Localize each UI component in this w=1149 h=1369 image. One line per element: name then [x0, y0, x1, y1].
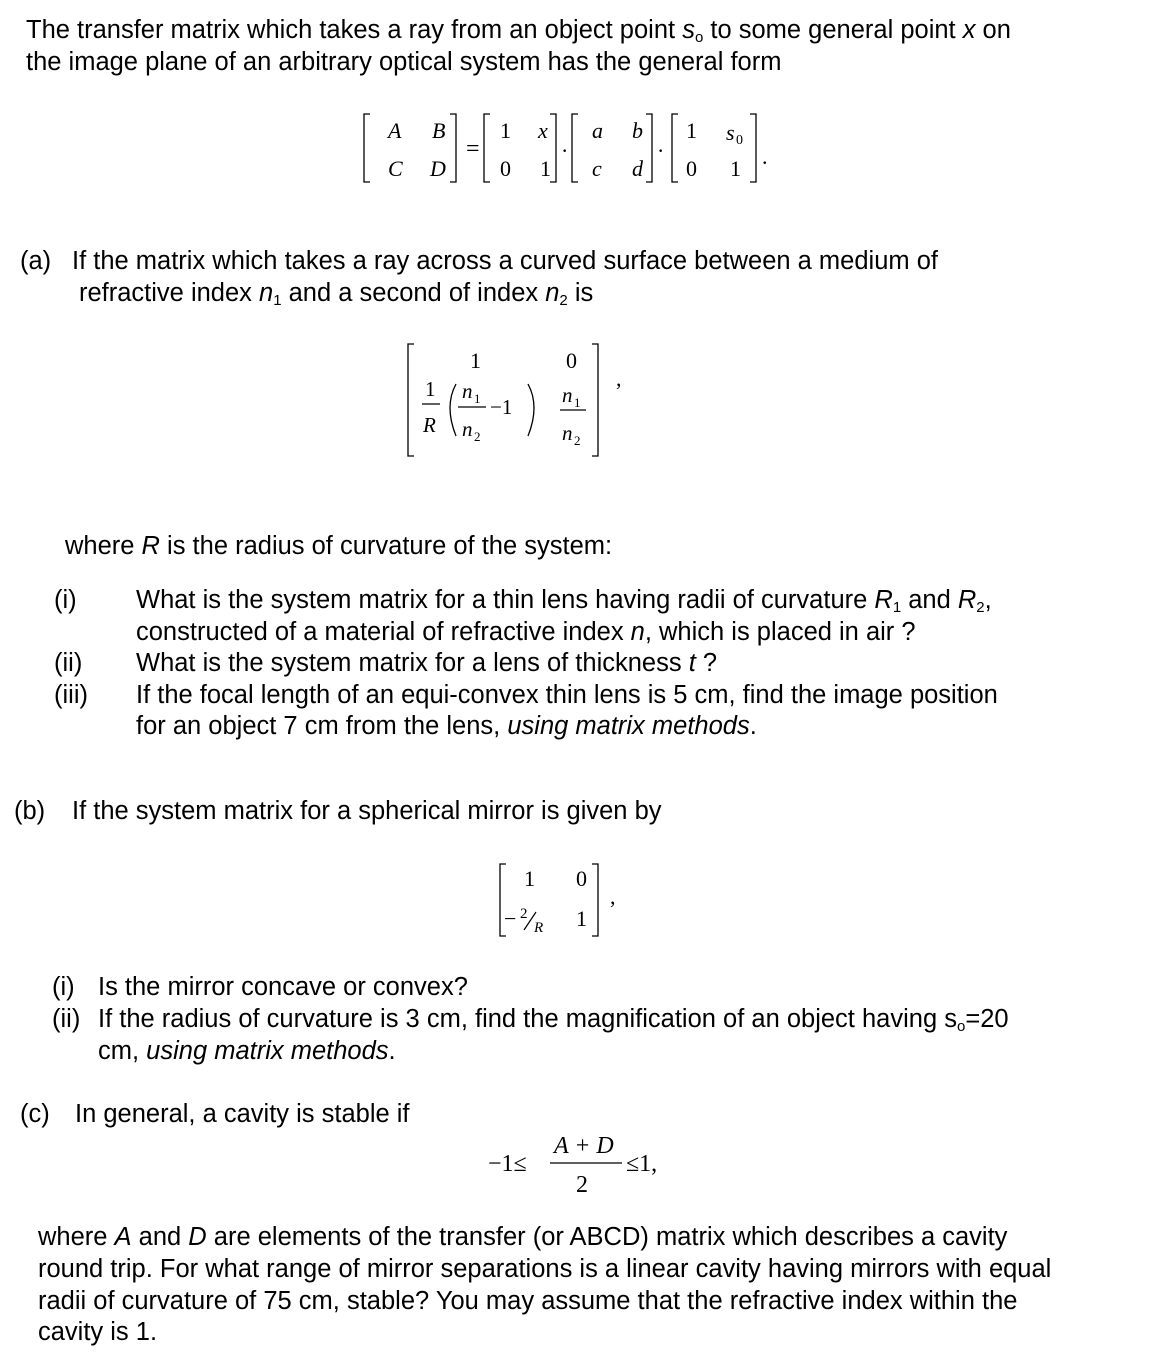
part-a-text: is: [567, 279, 594, 307]
x-var: x: [962, 16, 976, 44]
eq1-period: .: [762, 144, 768, 169]
m1-a: A: [388, 118, 402, 143]
item-b-i-label: (i): [52, 973, 75, 1001]
stab-num: A + D: [554, 1133, 614, 1159]
part-b-line: If the system matrix for a spherical mirror is given by: [72, 797, 662, 825]
equation-mirror-matrix: [496, 860, 636, 940]
dot-2: ·: [657, 138, 665, 163]
item-text: , which is placed in air ?: [644, 618, 916, 646]
m1-b: B: [432, 118, 446, 143]
refr-R: R: [423, 413, 436, 437]
item-text: constructed of a material of refractive index: [136, 618, 631, 646]
intro-text: to some general point: [703, 16, 963, 44]
m2-21: 0: [500, 156, 511, 181]
refr-22-n2-sub: 2: [574, 433, 581, 448]
item-text: .: [388, 1037, 396, 1065]
m2-11: 1: [500, 118, 511, 143]
part-a-label: (a): [20, 247, 52, 275]
item-a-i-label: (i): [54, 586, 77, 614]
item-text: What is the system matrix for a lens of thickness: [136, 649, 689, 677]
R1-var: R: [874, 586, 893, 614]
m4-21: 0: [686, 156, 697, 181]
refr-n2: n: [462, 417, 473, 441]
item-text: for an object 7 cm from the lens,: [136, 712, 508, 740]
item-b-ii-label: (ii): [52, 1005, 81, 1033]
item-a-ii-label: (ii): [54, 649, 83, 677]
equation-stability: [488, 1128, 688, 1198]
item-text: and: [901, 586, 958, 614]
refr-comma: ,: [616, 366, 622, 391]
stab-left: −1≤: [488, 1151, 527, 1177]
dot-1: ·: [561, 138, 569, 163]
item-a-i-line-2: [136, 616, 916, 648]
where-text: where: [65, 532, 142, 560]
item-text: If the radius of curvature is 3 cm, find the magnification of an object having s: [98, 1005, 957, 1033]
s-var: s: [682, 16, 695, 44]
refr-22-n1: n: [562, 383, 573, 407]
refr-n1-sub: 1: [474, 391, 481, 406]
item-a-iii-line-1: If the focal length of an equi-convex thin lens is 5 cm, find the image position: [136, 681, 998, 709]
m3-d: d: [632, 156, 643, 181]
part-b-label: (b): [14, 797, 46, 825]
m4-s: s: [726, 120, 735, 145]
refr-12: 0: [566, 348, 577, 373]
item-text: .: [749, 712, 757, 740]
item-text: What is the system matrix for a thin lens having radii of curvature: [136, 586, 875, 614]
m1-d: D: [430, 156, 446, 181]
equation-refraction-matrix: [400, 340, 640, 460]
item-emphasis: using matrix methods: [507, 712, 750, 740]
t-var: t: [688, 649, 696, 677]
refr-n2-sub: 2: [474, 429, 481, 444]
item-text: =20: [965, 1005, 1009, 1033]
stab-den: 2: [576, 1172, 588, 1198]
final-line-3: radii of curvature of 75 cm, stable? You may assume that the refractive index within the: [38, 1287, 1018, 1315]
item-text: cm,: [98, 1037, 147, 1065]
part-a-text: refractive index: [79, 279, 259, 307]
intro-text: The transfer matrix which takes a ray from an object point: [26, 16, 683, 44]
part-a-line-2: [79, 277, 593, 317]
D-var: D: [188, 1223, 207, 1251]
final-text: are elements of the transfer (or ABCD) matrix which describes a cavity: [206, 1223, 1008, 1251]
m1-c: C: [388, 156, 403, 181]
mirror-12: 0: [576, 866, 587, 891]
m2-12: x: [538, 118, 548, 143]
where-text: is the radius of curvature of the system:: [159, 532, 613, 560]
part-c-label: (c): [20, 1100, 50, 1128]
mirror-two: 2: [520, 906, 528, 922]
m3-b: b: [632, 118, 643, 143]
refr-n1: n: [462, 379, 473, 403]
n2-sub: 2: [559, 292, 568, 309]
mirror-R: R: [534, 920, 544, 936]
m4-22: 1: [730, 156, 741, 181]
final-line-4: cavity is 1.: [38, 1318, 158, 1346]
A-var: A: [114, 1223, 132, 1251]
stab-right: ≤1,: [626, 1151, 658, 1177]
m3-c: c: [592, 156, 602, 181]
mirror-minus: −: [504, 906, 517, 931]
refr-minus-one: −1: [490, 395, 513, 419]
n2-var: n: [545, 279, 560, 307]
item-a-iii-line-2: [136, 710, 757, 742]
R2-var: R: [957, 586, 977, 614]
R-var: R: [141, 532, 160, 560]
part-a-text: and a second of index: [281, 279, 546, 307]
item-b-i-line: Is the mirror concave or convex?: [98, 973, 468, 1001]
refr-22-n2: n: [562, 421, 573, 445]
item-a-ii-line: [136, 647, 717, 679]
m4-s-sub: 0: [736, 133, 743, 148]
m4-11: 1: [686, 118, 697, 143]
R2-sub: 2: [976, 599, 985, 616]
final-line-1: [38, 1221, 1007, 1253]
equation-transfer-product: [360, 108, 780, 188]
refr-11: 1: [470, 348, 481, 373]
m3-a: a: [592, 118, 603, 143]
intro-text: on: [975, 16, 1011, 44]
final-text: and: [131, 1223, 189, 1251]
item-emphasis: using matrix methods: [146, 1037, 389, 1065]
s-sub: o: [956, 1018, 966, 1035]
equals-sign: =: [466, 136, 480, 162]
item-text: ?: [695, 649, 718, 677]
refr-one: 1: [425, 377, 436, 401]
n-var: n: [630, 618, 645, 646]
m2-22: 1: [540, 156, 551, 181]
n1-sub: 1: [273, 292, 282, 309]
refr-22-n1-sub: 1: [574, 395, 581, 410]
mirror-comma: ,: [610, 884, 616, 909]
mirror-11: 1: [524, 866, 535, 891]
intro-line-2: the image plane of an arbitrary optical system has the general form: [26, 48, 782, 76]
item-a-iii-label: (iii): [54, 681, 88, 709]
mirror-22: 1: [576, 906, 587, 931]
item-b-ii-line-2: [98, 1035, 396, 1067]
final-text: where: [38, 1223, 115, 1251]
where-R-line: [65, 530, 612, 562]
n1-var: n: [259, 279, 274, 307]
s-sub: o: [694, 29, 704, 46]
part-a-line-1: If the matrix which takes a ray across a curved surface between a medium of: [72, 247, 938, 275]
final-line-2: round trip. For what range of mirror separations is a linear cavity having mirrors with equal: [38, 1255, 1052, 1283]
part-c-line: In general, a cavity is stable if: [75, 1100, 410, 1128]
item-text: ,: [984, 586, 992, 614]
R1-sub: 1: [892, 599, 902, 616]
